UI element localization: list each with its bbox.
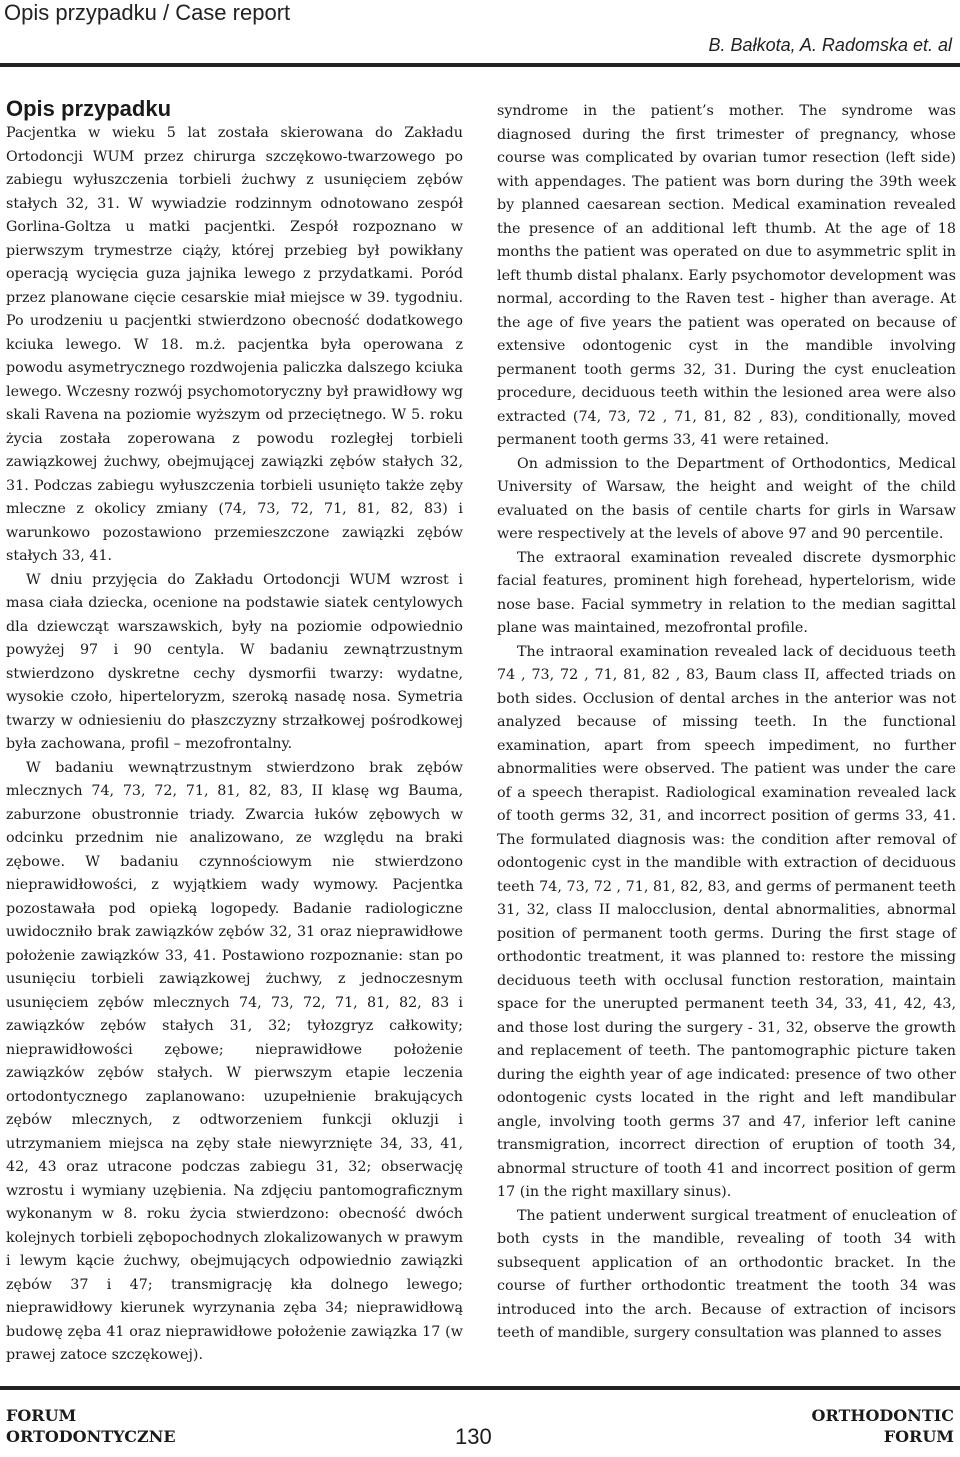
paragraph: The intraoral examination revealed lack of deciduous teeth 74 , 73, 72 , 71, 81, 82 , 83, Baum class II, affected triads on both sides. Occlusion of dental arches in the anterior was not analyzed because of missing teeth. In the functional examination, apart from speech impediment, no further abnormalities were observed. The patient was under the care of a speech therapist. Radiological examination revealed lack of tooth germs 32, 31, and incorrect position of germs 33, 41. The formulated diagnosis was: the condition after removal of odontogenic cyst in the mandible with extraction of deciduous teeth 74, 73, 72 , 71, 81, 82, 83, and germs of permanent teeth 31, 32, class II malocclusion, dental abnormalities, abnormal position of permanent tooth germs. During the first stage of orthodontic treatment, it was planned to: restore the missing deciduous teeth with occlusal function restoration, maintain space for the unerupted permanent teeth 34, 33, 41, 42, 43, and those lost during the surgery - 31, 32, observe the growth and replacement of teeth. The pantomographic picture taken during the eighth year of age indicated: presence of two other odontogenic cysts located in the right and left mandibular angle, involving tooth germs 37 and 47, inferior left canine transmigration, incorrect direction of eruption of tooth 34, abnormal structure of tooth 41 and incorrect position of germ 17 (in the right maxillary sinus). — [497, 643, 956, 1200]
section-heading: Opis przypadku — [6, 96, 172, 121]
paragraph: syndrome in the patient’s mother. The syndrome was diagnosed during the first trimester of pregnancy, whose course was complicated by ovarian tumor resection (left side) with appendages. The patient was born during the 39th week by planned caesarean section. Medical examination revealed the presence of an additional left thumb. At the age of 18 months the patient was operated on due to asymmetric split in left thumb distal phalanx. Early psychomotor development was normal, according to the Raven test - higher than average. At the age of five years the patient was operated on because of extensive odontogenic cyst in the mandible involving permanent tooth germs 32, 31. During the cyst enucleation procedure, deciduous teeth within the lesioned area were also extracted (74, 73, 72 , 71, 81, 82 , 83), conditionally, moved permanent tooth germs 33, 41 were retained. — [497, 103, 956, 448]
footer-right-line: FORUM — [883, 1427, 954, 1446]
footer-rule — [0, 1386, 960, 1390]
footer-journal-polish — [6, 1405, 176, 1447]
paragraph: W dniu przyjęcia do Zakładu Ortodoncji WUM wzrost i masa ciała dziecka, ocenione na podstawie siatek centylowych dla dziewcząt warszawskich, były na poziomie odpowiednio powyżej 97 i 90 centyla. W badaniu zewnątrzustnym stwierdzono dyskretne cechy dysmorfii twarzy: wydatne, wysokie czoło, hiperteloryzm, szeroką nasadę nosa. Symetria twarzy w odniesieniu do płaszczyzny strzałkowej pośrodkowej była zachowana, profil – mezofrontalny. — [6, 571, 463, 752]
footer-right-line: ORTHODONTIC — [811, 1406, 954, 1425]
paragraph: The extraoral examination revealed discrete dysmorphic facial features, prominent high forehead, hypertelorism, wide nose base. Facial symmetry in relation to the median sagittal plane was maintained, mezofrontal profile. — [497, 549, 956, 636]
left-column-polish — [6, 96, 463, 1368]
footer-left-line: ORTODONTYCZNE — [6, 1427, 176, 1446]
footer-left-line: FORUM — [6, 1406, 77, 1425]
running-header-authors: B. Bałkota, A. Radomska et. al — [708, 35, 952, 55]
paragraph: On admission to the Department of Orthodontics, Medical University of Warsaw, the height and weight of the child evaluated on the basis of centile charts for girls in Warsaw were respectively at the levels of above 97 and 90 percentile. — [497, 455, 956, 542]
header-rule — [0, 63, 960, 67]
footer-journal-english — [812, 1405, 954, 1447]
paragraph: W badaniu wewnątrzustnym stwierdzono brak zębów mlecznych 74, 73, 72, 71, 81, 82, 83, II klasę wg Bauma, zaburzone obustronnie triady. Zwarcia łuków zębowych w odcinku przednim nie analizowano, ze względu na braki zębowe. W badaniu czynnościowym nie stwierdzono nieprawidłowości, z wyjątkiem wady wymowy. Pacjentka pozostawała pod opieką logopedy. Badanie radiologiczne uwidoczniło brak zawiązków zębów 32, 31 oraz nieprawidłowe położenie zawiązków 33, 41. Postawiono rozpoznanie: stan po usunięciu torbieli zawiązkowej żuchwy, z jednoczesnym usunięciem zębów mlecznych 74, 73, 72, 71, 81, 82, 83 i zawiązków zębów stałych 31, 32; tyłozgryz całkowity; nieprawidłowości zębowe; nieprawidłowe położenie zawiązków zębów stałych. W pierwszym etapie leczenia ortodontycznego zaplanowano: uzupełnienie brakujących zębów mlecznych, z odtworzeniem funkcji okluzji i utrzymaniem miejsca na zęby stałe niewyrznięte 34, 33, 41, 42, 43 oraz utracone podczas zabiegu 31, 32; obserwację wzrostu i wymiany uzębienia. Na zdjęciu pantomograficznym wykonanym w 8. roku życia stwierdzono: obecność dwóch kolejnych torbieli zębopochodnych zlokalizowanych w prawym i lewym kącie żuchwy, obejmujących odpowiednio zawiązki zębów 37 i 47; transmigrację kła dolnego lewego; nieprawidłowy kierunek wyrzynania zęba 34; nieprawidłową budowę zęba 41 oraz nieprawidłowe położenie zawiązka 17 (w prawej zatoce szczękowej). — [6, 759, 463, 1363]
paragraph: The patient underwent surgical treatment of enucleation of both cysts in the mandible, revealing of tooth 34 with subsequent application of an orthodontic bracket. In the course of further orthodontic treatment the tooth 34 was introduced into the arch. Because of extraction of incisors teeth of mandible, surgery consultation was planned to asses — [497, 1207, 956, 1341]
running-header-section: Opis przypadku / Case report — [4, 0, 291, 25]
paragraph: Pacjentka w wieku 5 lat została skierowana do Zakładu Ortodoncji WUM przez chirurga szczękowo-twarzowego po zabiegu wyłuszczenia torbieli żuchwy z usunięciem zębów stałych 32, 31. W wywiadzie rodzinnym odnotowano zespół Gorlina-Goltza u matki pacjentki. Zespół rozpoznano w pierwszym trymestrze ciąży, której przebieg był powikłany operacją wycięcia guza jajnika lewego z przydatkami. Poród przez planowane cięcie cesarskie miał miejsce w 39. tygodniu. Po urodzeniu u pacjentki stwierdzono obecność dodatkowego kciuka lewego. W 18. m.ż. pacjentka była operowana z powodu asymetrycznego rozdwojenia paliczka dalszego kciuka lewego. Wczesny rozwój psychomotoryczny był prawidłowy wg skali Ravena na poziomie wyższym od przeciętnego. W 5. roku życia została zoperowana z powodu rozległej torbieli zawiązkowej żuchwy, obejmującej zawiązki zębów stałych 32, 31. Podczas zabiegu wyłuszczenia torbieli usunięto także zęby mleczne z okolicy zmiany (74, 73, 72, 71, 81, 82, 83) i warunkowo pozostawiono przemieszczone zawiązki zębów stałych 33, 41. — [6, 125, 463, 564]
right-column-english — [497, 100, 956, 1346]
page-number: 130 — [455, 1424, 492, 1449]
